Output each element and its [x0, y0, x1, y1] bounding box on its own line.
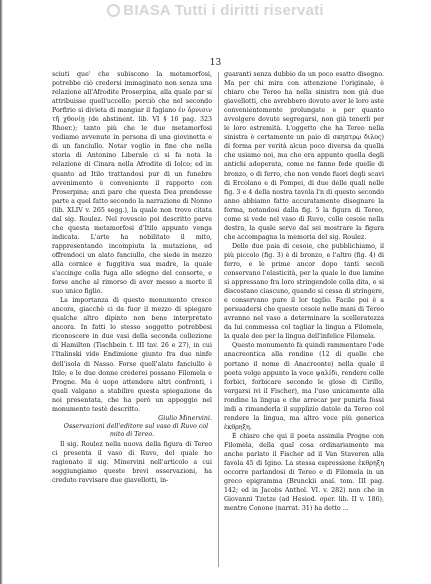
document-page: [52, 70, 384, 570]
paragraph: sciuti que' che subiscono la metamorfosi, potrebbe ciò credersi immaginato non senza una relazione all'Afrodite Proserpina, alla quale par si attribuisse quell'uccello: perciò che nel secondo Porfirio si divieta di mangiar il fagiano ἐν ὄρνισιν τῆ χθονίῃ (de abstinent. lib. VI § 16 pag. 323 Rhoer.); tanto più che le due metamorfosi vediamo avvenute in persona di una giovinetta e di un fanciullo. Notar voglio in fine che nella storia di Antonino Liberale ci si fa nota la relazione di Cinara nella Afrodite di Iolco; ed in quanto ad Itilo trattandosi pur di un funebre avvenimento è conveniente il rapporto con Proserpina; anzi pare che questa Dea prendesse parte a quel fatto secondo la narrazione di Nonno (lib. XLIV v. 265 segg.), la quale non trovo citata dal sig. Roulez. Nel rovescio poi descritto parve che questa metamorfosi d'Itilo appunto venga indicata. L'arte ha nobilitato il mito, rappresentando incompiuta la mutazione, ed offrendoci un alato fanciullo, che siede in mezzo alla cornice e fuggitiva sua madre, la quale s'accinge colla fuga allo sdegno del consorte, e forse anche al rimorso di aver messo a morte il suo unico figlio.: [52, 71, 212, 296]
paragraph: Delle due paia di cesoie, che pubblichiamo, il più piccolo (fig. 3) è di bronzo, e l'altro (fig. 4) di ferro, e le prime ancor dopo tanti secoli conservano l'elasticità, per la quale le due lamine si appressano fra loro stringendole colla dita, e si discostano ciascuno, quando si cessa di stringere, e conservano pure il lor taglio. Facile poi è a persuadersi che queste cesoie nelle mani di Tereo avranno nel vaso a determinare la scelleratezza da lui commessa col tagliar la lingua a Filomela, la quale dee per la lingua dell'infelice Filomela.: [224, 242, 384, 341]
page-number: 13: [209, 58, 222, 68]
watermark-text: BIASA Tutti i diritti riservati: [123, 2, 324, 19]
column-divider: [218, 72, 219, 567]
right-column: [224, 70, 384, 570]
article-title: Osservazioni dell'editore sul vaso di Ruvo col mito di Tereo.: [63, 422, 209, 439]
author-signature: Giulio Minervini.: [158, 414, 212, 422]
left-column: [52, 70, 212, 570]
paragraph: guaranti senza dubbio da un poco esatto disegno. Ma per chi mira con attenzione l'originale, è chiaro che Tereo ha nella sinistra non già due giavellotti, che avrebbero dovuto aver le loro aste convenientemente prolungate e per quanto avvolgere dovute segregarsi, non già tenerli per le loro estremità. L'oggetto che ha Tereo nella sinistra è certamente un paio di σκηπτρῳ διλος) di forma per verità alcun poco diversa da quella che usiamo noi, ma che era appunto quella degli antichi adoperata, come ne fanno fede quelle di bronzo, o di ferro, che non vende fuori degli scavi di Ercolano e di Pompei, di due delle quali nelle fig. 3 e 4 della nostra tavola l'n di questo secondo anno abbiamo fatto accuratamente disegnare la forma, notandosi dalla fig. 5 la figura di Tereo, come si vede nel vaso di Ruvo, colle cesoie nella destra, la quale serve dal sei mostrare la figura che accompagna la memoria del sig. Roulez.: [224, 71, 384, 241]
watermark: [0, 2, 431, 19]
paragraph: La importanza di questo monumento cresce ancora, giacchè ci da fuor il mezzo di spiegare qualche altro dipinto non bene interpretato ancora. In fatti lo stesso soggetto potrebbesi riconoscere in due vasi della seconda collezione di Hamilton (Tischbein t. III tav. 26 e 27), in cui l'Italinski vide Endimione giunto fra due ninfe dell'isola di Nasso. Forse quell'alato fanciullo è Itilo; e le due donne crederei possano Filomela e Progne. Ma è uopo attendere altri confronti, i quali valgano a stabilire questa spiegazione da noi presentata, che ha però un appoggio nel monumento testè descritto.: [52, 297, 212, 413]
paragraph: È chiaro che qui il poeta assimila Progne con Filomela, della qual cosa ordinariamente ma anche parlato il Fischer ad il Van Staveren alla favola 45 di Igino. La stessa espressione ἐκθρηξη occorre parlandosi di Tereo e di Filomela in un greco epigramma (Brunckii anal. tom. III pag. 142; ed in Jacobs Anthol. VI. v. 282) non che in Giovanni Tzetze (ad Hesiod. oper. lib. II v. 186), mentre Conone (narrat. 31) ha detto ...: [224, 432, 384, 513]
paragraph: Questo monumento fa quindi rammentare l'ode anacreontica alla rondine (12 di quelle che portano il nome di Anacreonte) nella quale il poeta volge appunto la voce ψαλίδι, rendere colle forbici, forbicare secondo le glose di Cirillo, vergarsi ivi il Fischer), ma l'uso unicamente alla rondine la lingua e che arrecar per punirla fossi indi a rimanderla il supplizio datole da Tereo col rendere la lingua, ma altro voce più generica ἐκθρηξη.: [224, 342, 384, 431]
biasa-logo-icon: [107, 4, 120, 17]
page-edge-shadow: [0, 0, 3, 584]
paragraph: Il sig. Roulez nella nuova della figura di Tereo ci presenta il vaso di Ruvo, del quale ho ragionato il sig. Minervini nell'articolo a cui soggiungiamo queste brevi osservazioni, ha creduto ravvisare due giavellotti, in-: [52, 441, 212, 485]
